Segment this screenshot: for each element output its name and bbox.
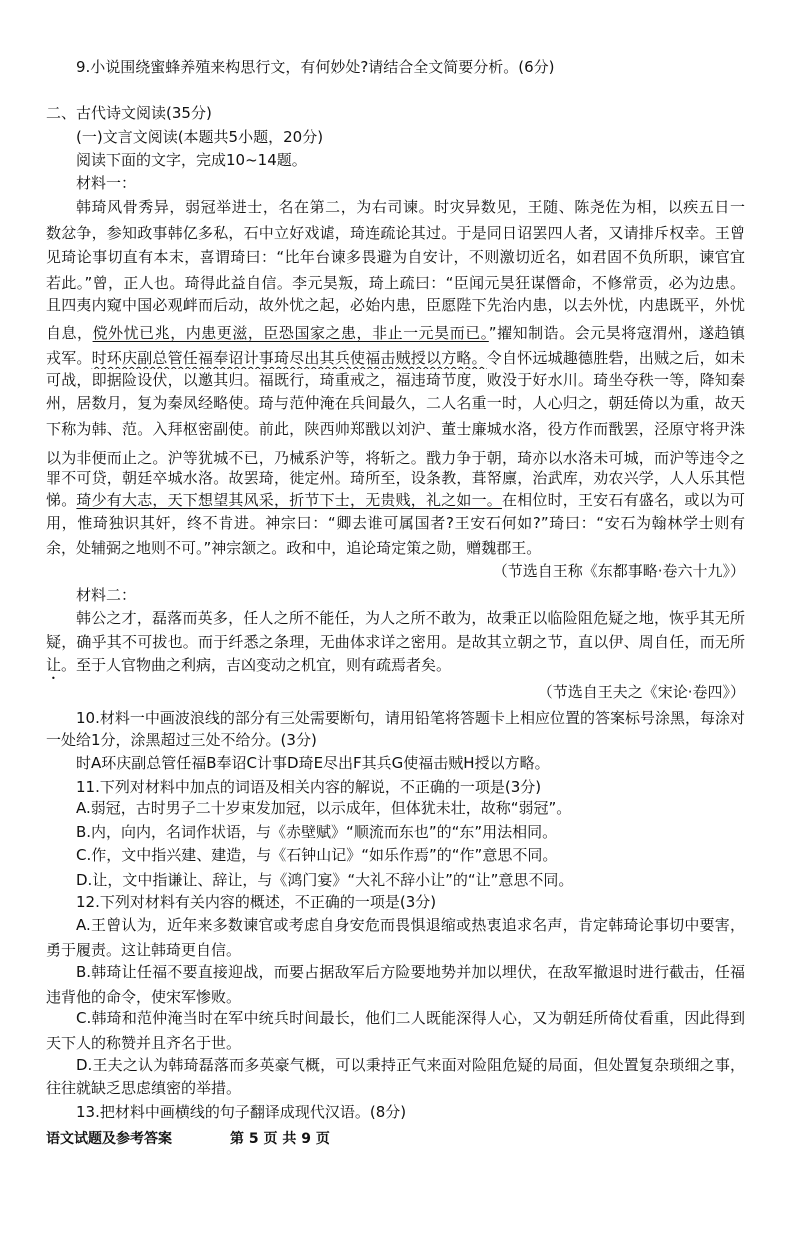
emphasized-word: 内 bbox=[91, 296, 107, 314]
material1-line bbox=[46, 322, 745, 344]
material2-line: 韩公之才，磊落而英多，任人之所不能任，为人之所不敢为，故秉正以临险阻危疑之地，恢乎其无所 bbox=[76, 609, 745, 627]
page-number: 第 5 页 共 9 页 bbox=[230, 1131, 330, 1147]
question-10: 10.材料一中画波浪线的部分有三处需要断句，请用铅笔将答题卡上相应位置的答案标号涂黑，每涂对 bbox=[76, 709, 745, 727]
material1-source: （节选自王称《东都事略·卷六十九》） bbox=[492, 562, 745, 580]
question-10: 一处给1分，涂黑超过三处不给分。(3分) bbox=[46, 731, 317, 749]
emphasized-word: 作 bbox=[577, 420, 594, 438]
material1-line: 罪不可贷，朝廷卒城水洛。故罢琦，徙定州。琦所至，设条教，葺帑廪，治武库，劝农兴学，人人乐其恺 bbox=[46, 469, 745, 487]
text: 悌。 bbox=[46, 491, 77, 509]
question-11-option-b: B.内，向内，名词作状语，与《赤壁赋》“顺流而东也”的“东”用法相同。 bbox=[76, 823, 558, 841]
section-heading: 二、古代诗文阅读(35分) bbox=[46, 104, 212, 122]
text: 下称为韩、范。入拜枢密副使。前此，陕西帅郑戬以刘沪、董士廉城水洛，役方 bbox=[46, 420, 578, 438]
text: ”擢知制诰。会元昊将寇渭州，遂趋镇 bbox=[488, 324, 745, 342]
subsection-heading: (一)文言文阅读(本题共5小题，20分) bbox=[76, 128, 324, 146]
material2-line: 疑，确乎其不可拔也。而于纤悉之条理，无曲体求详之密用。是故其立朝之节，直以伊、周自任，而无所 bbox=[46, 633, 745, 651]
material1-label: 材料一： bbox=[76, 174, 137, 192]
emphasized-word: 弱冠 bbox=[185, 198, 217, 216]
material1-line bbox=[76, 196, 745, 218]
question-12-option-d: D.王夫之认为韩琦磊落而多英豪气概，可以秉持正气来面对险阻危疑的局面，但处置复杂琐细之事， bbox=[76, 1056, 745, 1074]
question-12-option-d: 往往就缺乏思虑缜密的举措。 bbox=[46, 1079, 242, 1097]
text: 令自怀远城趣德胜砦，出贼之后，如未 bbox=[486, 349, 745, 367]
question-12-stem: 12.下列对材料有关内容的概述，不正确的一项是(3分) bbox=[76, 893, 437, 911]
emphasized-word: 让 bbox=[46, 656, 62, 674]
text: 自息， bbox=[46, 324, 93, 342]
question-12-option-a: 勇于履责。这让韩琦更自信。 bbox=[46, 941, 242, 959]
wavy-underlined-sentence: 时环庆副总管任福奉诏计事琦尽出其兵使福击贼授以方略。 bbox=[91, 349, 487, 367]
text: 而戬罢，泾原守将尹洙 bbox=[593, 420, 745, 438]
text: 窥中国必观衅而后动，故外忧之起，必始内患，臣愿陛下先治内患，以去外忧，内患既平，外忧 bbox=[106, 296, 745, 314]
material1-line bbox=[46, 294, 745, 316]
material1-line bbox=[46, 489, 745, 511]
material2-line bbox=[46, 654, 745, 676]
question-10-options: 时A环庆副总管任福B奉诏C计事D琦E尽出F其兵G使福击贼H授以方略。 bbox=[76, 754, 550, 772]
underlined-sentence: 傥外忧已兆，内患更滋，臣恐国家之患，非止一元昊而已。 bbox=[92, 324, 489, 342]
material1-line: 以为非便而止之。沪等犹城不已，乃械系沪等，将斩之。戬力争于朝，琦亦以水洛未可城，而沪等违令之 bbox=[46, 449, 745, 467]
question-12-option-b: B.韩琦让任福不要直接迎战，而要占据敌军后方险要地势并加以埋伏，在敌军撤退时进行截击，任福 bbox=[76, 963, 745, 981]
text: 在相位时，王安石有盛名，或以为可 bbox=[501, 491, 745, 509]
material1-line: 用，惟琦独识其奸，终不肯进。神宗曰：“卿去谁可属国者?王安石何如?”琦曰：“安石为翰林学士则有 bbox=[46, 514, 745, 532]
question-12-option-c: 天下人的称赞并且齐名于世。 bbox=[46, 1034, 242, 1052]
question-12-option-a: A.王曾认为，近年来多数谏官或考虑自身安危而畏惧退缩或热衷追求名声，肯定韩琦论事切中要害， bbox=[76, 916, 745, 934]
question-11-option-a: A.弱冠，古时男子二十岁束发加冠，以示成年，但体犹未壮，故称“弱冠”。 bbox=[76, 799, 572, 817]
text: 。至于人官物曲之利病，吉凶变动之机宜，则有疏焉者矣。 bbox=[61, 656, 452, 674]
material2-source: （节选自王夫之《宋论·卷四》） bbox=[537, 683, 745, 701]
material1-line: 可战，即据险设伏，以邀其归。福既行，琦重戒之，福违琦节度，败没于好水川。琦坐夺秩一等，降知秦 bbox=[46, 371, 745, 389]
footer-title: 语文试题及参考答案 bbox=[46, 1131, 172, 1147]
material1-line: 数忿争，参知政事韩亿多私，石中立好戏谑，琦连疏论其过。于是同日诏罢四人者，又请排斥权幸。王曾 bbox=[46, 224, 745, 242]
question-13: 13.把材料中画横线的句子翻译成现代汉语。(8分) bbox=[76, 1103, 407, 1121]
material2-label: 材料二： bbox=[76, 586, 137, 604]
material1-line: 余，处辅弼之地则不可。”神宗颔之。政和中，追论琦定策之勋，赠魏郡王。 bbox=[46, 539, 542, 557]
material1-line: 见琦论事切直有本末，喜谓琦曰：“比年台谏多畏避为自安计，不则激切近名，如君固不负所职，谏官宜 bbox=[46, 248, 745, 266]
material1-line bbox=[46, 347, 745, 369]
underlined-sentence: 琦少有大志，天下想望其风采，折节下士，无贵贱，礼之如一。 bbox=[76, 491, 502, 509]
material1-line: 州，居数月，复为秦凤经略使。琦与范仲淹在兵间最久，二人名重一时，人心归之，朝廷倚以为重，故天 bbox=[46, 394, 745, 412]
material1-line: 若此。”曾，正人也。琦得此益自信。李元昊叛，琦上疏曰：“臣闻元昊狂谋僭命，不修常贡，必为边患。 bbox=[46, 274, 745, 292]
instruction: 阅读下面的文字，完成10~14题。 bbox=[76, 151, 307, 169]
question-11-option-d: D.让，文中指谦让、辞让，与《鸿门宴》“大礼不辞小让”的“让”意思不同。 bbox=[76, 871, 574, 889]
question-11-option-c: C.作，文中指兴建、建造，与《石钟山记》“如乐作焉”的“作”意思不同。 bbox=[76, 846, 558, 864]
text: 韩琦风骨秀异， bbox=[76, 198, 185, 216]
question-9: 9.小说围绕蜜蜂养殖来构思行文，有何妙处?请结合全文简要分析。(6分) bbox=[76, 58, 555, 76]
question-11-stem: 11.下列对材料中加点的词语及相关内容的解说，不正确的一项是(3分) bbox=[76, 778, 542, 796]
text: 戎军。 bbox=[46, 349, 92, 367]
question-12-option-b: 违背他的命令，使宋军惨败。 bbox=[46, 988, 242, 1006]
text: 举进士，名在第二，为右司谏。时灾异数见，王随、陈尧佐为相，以疾五日一 bbox=[216, 198, 745, 216]
material1-line bbox=[46, 418, 745, 440]
question-12-option-c: C.韩琦和范仲淹当时在军中统兵时间最长，他们二人既能深得人心，又为朝廷所倚仗看重，因此得到 bbox=[76, 1009, 745, 1027]
text: 且四夷 bbox=[46, 296, 92, 314]
